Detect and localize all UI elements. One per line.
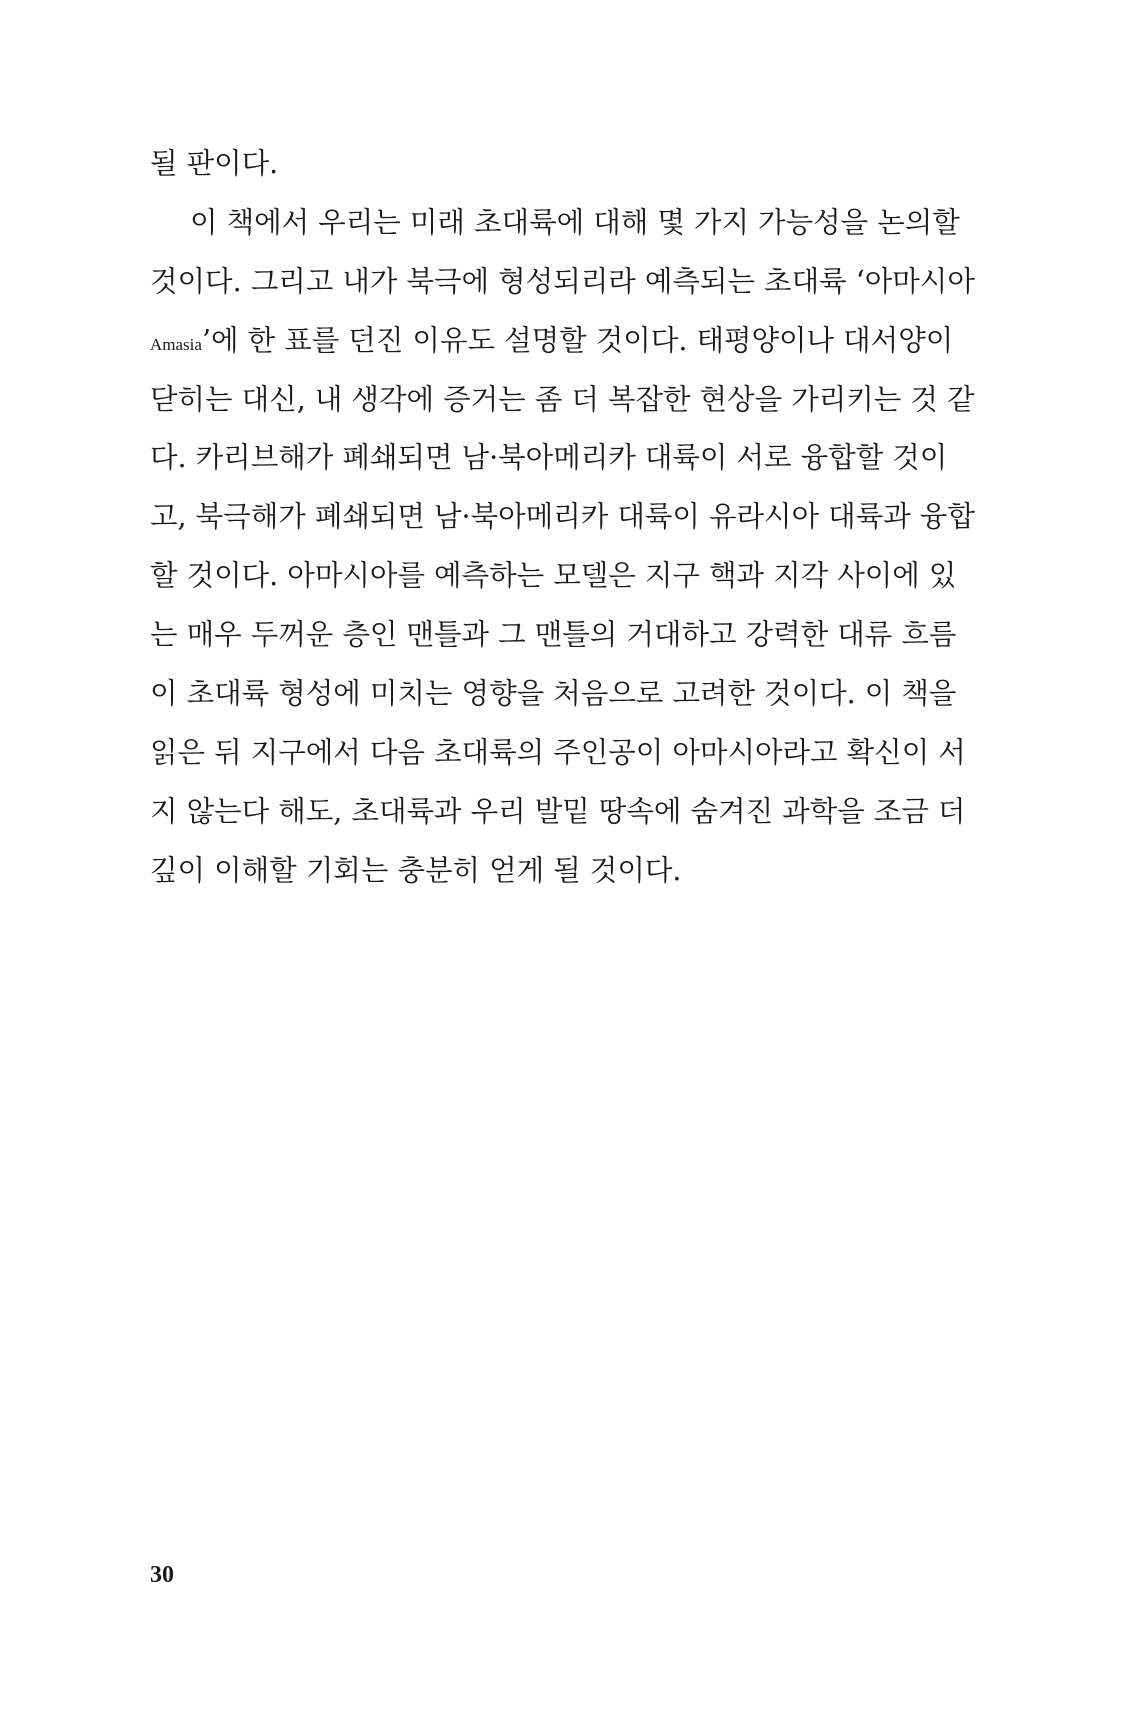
text-line: 깊이 이해할 기회는 충분히 얻게 될 것이다.: [150, 853, 682, 887]
body-text: [150, 135, 975, 901]
text-line: 될 판이다.: [150, 147, 279, 180]
text-line: 읽은 뒤 지구에서 다음 초대륙의 주인공이 아마시아라고 확신이 서: [150, 735, 966, 769]
text-line: 것이다. 그리고 내가 북극에 형성되리라 예측되는 초대륙 ‘아마시아: [150, 264, 975, 298]
text-line: 닫히는 대신, 내 생각에 증거는 좀 더 복잡한 현상을 가리키는 것 같: [150, 382, 975, 416]
text-line-with-latin: [150, 312, 954, 371]
latin-term: Amasia: [150, 334, 202, 354]
page-number: 30: [150, 1562, 174, 1588]
text-line: 할 것이다. 아마시아를 예측하는 모델은 지구 핵과 지각 사이에 있: [150, 559, 957, 593]
text-line: 다. 카리브해가 폐쇄되면 남·북아메리카 대륙이 서로 융합할 것이: [150, 441, 948, 475]
text-line: 는 매우 두꺼운 층인 맨틀과 그 맨틀의 거대하고 강력한 대류 흐름: [150, 618, 957, 652]
text-line: 이 책에서 우리는 미래 초대륙에 대해 몇 가지 가능성을 논의할: [190, 205, 960, 239]
text-line: 지 않는다 해도, 초대륙과 우리 발밑 땅속에 숨겨진 과학을 조금 더: [150, 794, 966, 828]
text-line: 이 초대륙 형성에 미치는 영향을 처음으로 고려한 것이다. 이 책을: [150, 677, 957, 711]
text-line-rest: ’에 한 표를 던진 이유도 설명할 것이다. 태평양이나 대서양이: [201, 323, 954, 357]
text-line: 고, 북극해가 폐쇄되면 남·북아메리카 대륙이 유라시아 대륙과 융합: [150, 500, 975, 534]
